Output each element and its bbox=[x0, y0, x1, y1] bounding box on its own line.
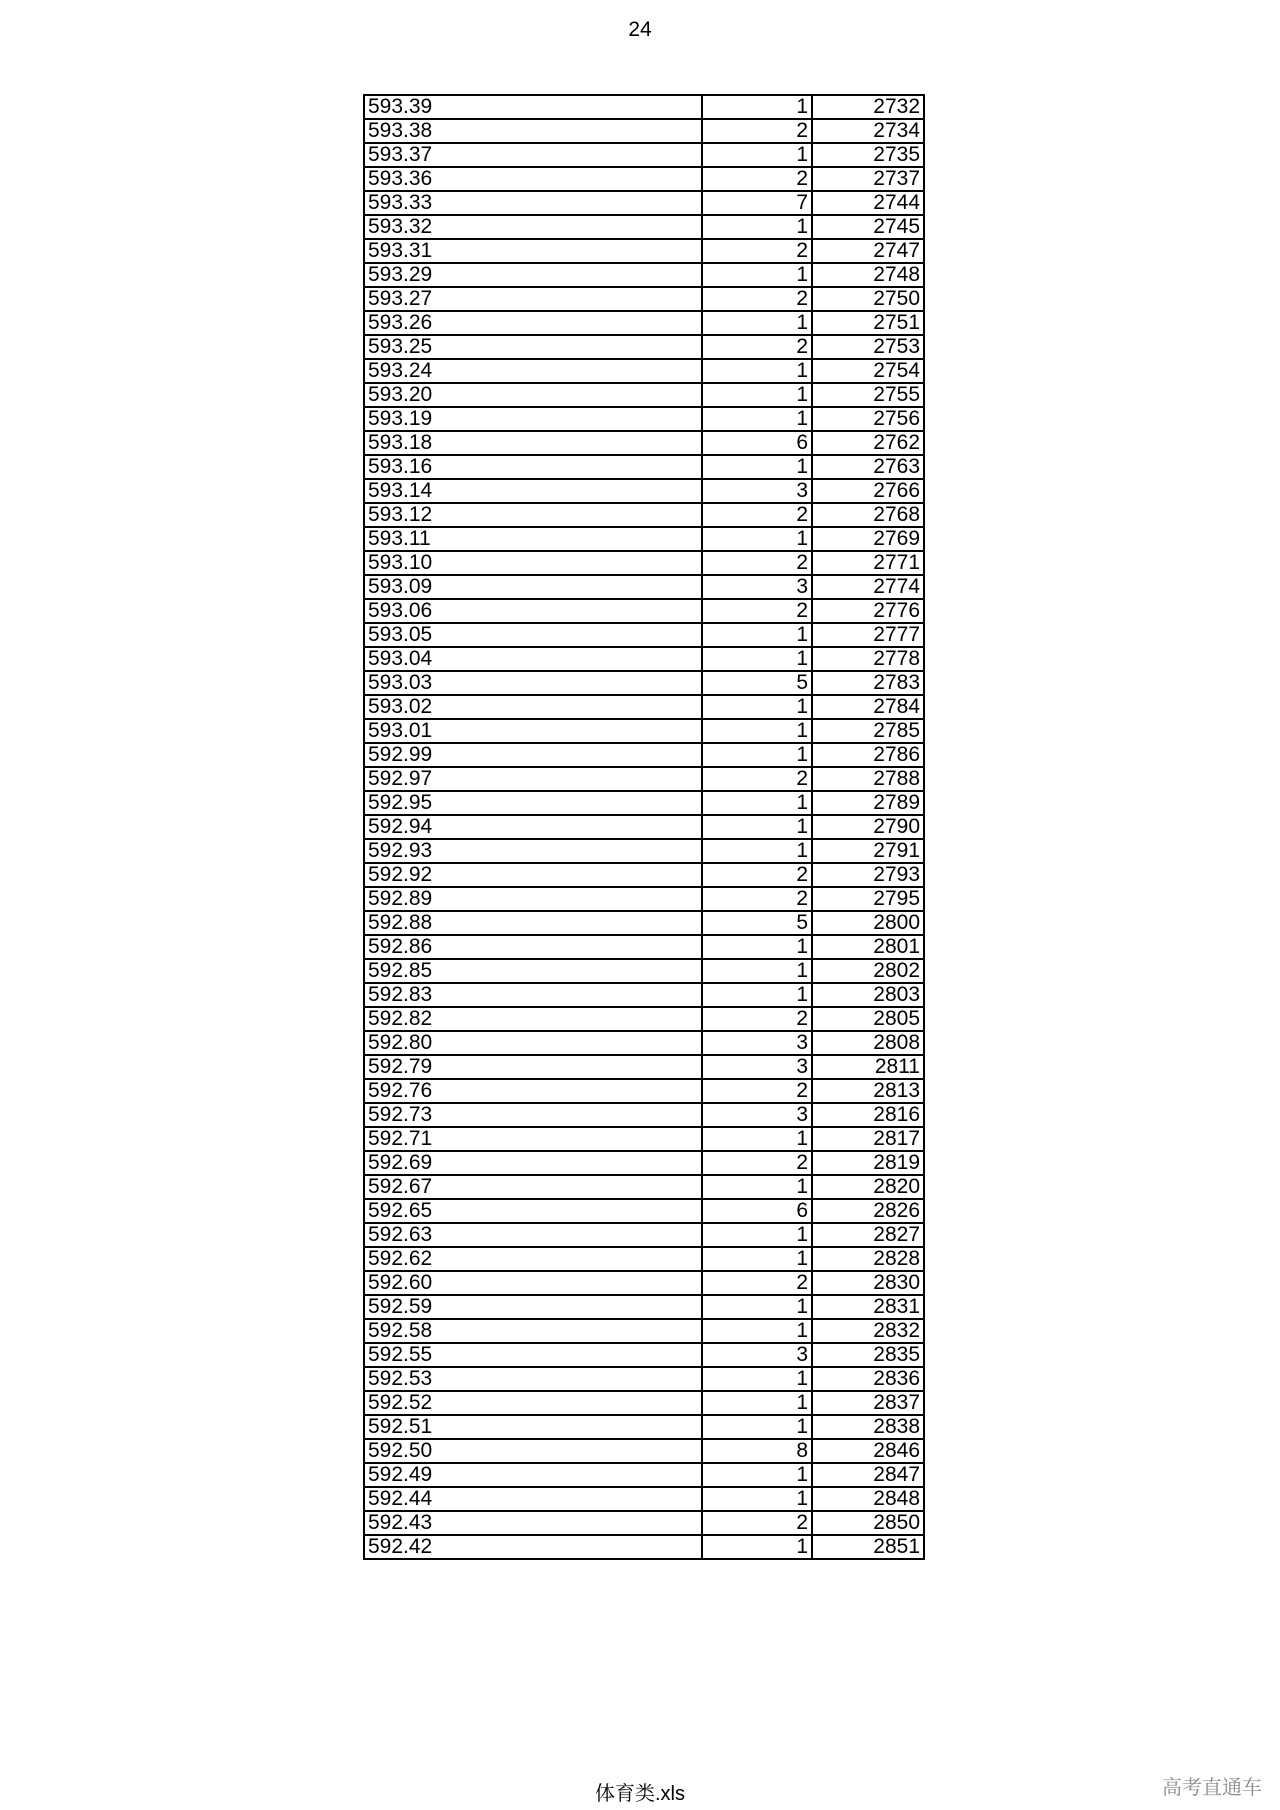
count-cell: 3 bbox=[702, 1055, 812, 1079]
score-cell: 592.43 bbox=[364, 1511, 702, 1535]
count-cell: 1 bbox=[702, 1223, 812, 1247]
count-cell: 1 bbox=[702, 143, 812, 167]
count-cell: 1 bbox=[702, 743, 812, 767]
score-cell: 592.55 bbox=[364, 1343, 702, 1367]
cumulative-cell: 2828 bbox=[812, 1247, 924, 1271]
cumulative-cell: 2835 bbox=[812, 1343, 924, 1367]
cumulative-cell: 2771 bbox=[812, 551, 924, 575]
table-row bbox=[364, 503, 924, 527]
table-row bbox=[364, 1487, 924, 1511]
table-row bbox=[364, 1463, 924, 1487]
table-row bbox=[364, 935, 924, 959]
score-cell: 592.52 bbox=[364, 1391, 702, 1415]
count-cell: 2 bbox=[702, 119, 812, 143]
score-cell: 593.12 bbox=[364, 503, 702, 527]
table-row bbox=[364, 383, 924, 407]
table-row bbox=[364, 1055, 924, 1079]
cumulative-cell: 2802 bbox=[812, 959, 924, 983]
table-row bbox=[364, 1511, 924, 1535]
score-cell: 593.20 bbox=[364, 383, 702, 407]
cumulative-cell: 2803 bbox=[812, 983, 924, 1007]
table-row bbox=[364, 551, 924, 575]
table-row bbox=[364, 671, 924, 695]
score-cell: 592.60 bbox=[364, 1271, 702, 1295]
score-cell: 592.79 bbox=[364, 1055, 702, 1079]
cumulative-cell: 2776 bbox=[812, 599, 924, 623]
cumulative-cell: 2805 bbox=[812, 1007, 924, 1031]
score-cell: 593.09 bbox=[364, 575, 702, 599]
cumulative-cell: 2851 bbox=[812, 1535, 924, 1559]
cumulative-cell: 2817 bbox=[812, 1127, 924, 1151]
score-cell: 593.24 bbox=[364, 359, 702, 383]
cumulative-cell: 2838 bbox=[812, 1415, 924, 1439]
cumulative-cell: 2819 bbox=[812, 1151, 924, 1175]
count-cell: 2 bbox=[702, 1079, 812, 1103]
score-cell: 592.88 bbox=[364, 911, 702, 935]
score-cell: 592.62 bbox=[364, 1247, 702, 1271]
cumulative-cell: 2784 bbox=[812, 695, 924, 719]
table-row bbox=[364, 359, 924, 383]
count-cell: 3 bbox=[702, 575, 812, 599]
score-cell: 593.36 bbox=[364, 167, 702, 191]
score-cell: 593.03 bbox=[364, 671, 702, 695]
count-cell: 1 bbox=[702, 815, 812, 839]
table-row bbox=[364, 335, 924, 359]
cumulative-cell: 2793 bbox=[812, 863, 924, 887]
table-row bbox=[364, 215, 924, 239]
count-cell: 2 bbox=[702, 239, 812, 263]
table-row bbox=[364, 575, 924, 599]
table-row bbox=[364, 815, 924, 839]
table-row bbox=[364, 1247, 924, 1271]
score-cell: 593.04 bbox=[364, 647, 702, 671]
table-row bbox=[364, 311, 924, 335]
table-row bbox=[364, 1535, 924, 1559]
table-row bbox=[364, 1103, 924, 1127]
score-cell: 592.44 bbox=[364, 1487, 702, 1511]
score-cell: 593.02 bbox=[364, 695, 702, 719]
count-cell: 1 bbox=[702, 359, 812, 383]
cumulative-cell: 2748 bbox=[812, 263, 924, 287]
score-cell: 592.83 bbox=[364, 983, 702, 1007]
cumulative-cell: 2732 bbox=[812, 95, 924, 119]
table-row bbox=[364, 287, 924, 311]
table-row bbox=[364, 1391, 924, 1415]
count-cell: 2 bbox=[702, 167, 812, 191]
cumulative-cell: 2762 bbox=[812, 431, 924, 455]
count-cell: 1 bbox=[702, 455, 812, 479]
count-cell: 1 bbox=[702, 935, 812, 959]
score-cell: 593.05 bbox=[364, 623, 702, 647]
score-cell: 593.16 bbox=[364, 455, 702, 479]
score-cell: 592.53 bbox=[364, 1367, 702, 1391]
count-cell: 1 bbox=[702, 407, 812, 431]
cumulative-cell: 2847 bbox=[812, 1463, 924, 1487]
score-cell: 592.86 bbox=[364, 935, 702, 959]
score-cell: 592.42 bbox=[364, 1535, 702, 1559]
cumulative-cell: 2811 bbox=[812, 1055, 924, 1079]
table-row bbox=[364, 983, 924, 1007]
count-cell: 1 bbox=[702, 719, 812, 743]
cumulative-cell: 2848 bbox=[812, 1487, 924, 1511]
count-cell: 1 bbox=[702, 623, 812, 647]
cumulative-cell: 2801 bbox=[812, 935, 924, 959]
score-cell: 592.51 bbox=[364, 1415, 702, 1439]
cumulative-cell: 2737 bbox=[812, 167, 924, 191]
score-cell: 592.76 bbox=[364, 1079, 702, 1103]
table-row bbox=[364, 647, 924, 671]
table-row bbox=[364, 863, 924, 887]
table-row bbox=[364, 407, 924, 431]
table-row bbox=[364, 743, 924, 767]
score-cell: 592.63 bbox=[364, 1223, 702, 1247]
score-cell: 593.19 bbox=[364, 407, 702, 431]
cumulative-cell: 2766 bbox=[812, 479, 924, 503]
cumulative-cell: 2850 bbox=[812, 1511, 924, 1535]
score-cell: 592.69 bbox=[364, 1151, 702, 1175]
score-cell: 592.94 bbox=[364, 815, 702, 839]
cumulative-cell: 2813 bbox=[812, 1079, 924, 1103]
cumulative-cell: 2745 bbox=[812, 215, 924, 239]
count-cell: 2 bbox=[702, 1271, 812, 1295]
table-row bbox=[364, 1199, 924, 1223]
table-row bbox=[364, 1031, 924, 1055]
count-cell: 8 bbox=[702, 1439, 812, 1463]
cumulative-cell: 2789 bbox=[812, 791, 924, 815]
table-row bbox=[364, 791, 924, 815]
cumulative-cell: 2783 bbox=[812, 671, 924, 695]
count-cell: 2 bbox=[702, 1511, 812, 1535]
cumulative-cell: 2816 bbox=[812, 1103, 924, 1127]
table-row bbox=[364, 263, 924, 287]
score-cell: 593.01 bbox=[364, 719, 702, 743]
table-row bbox=[364, 119, 924, 143]
count-cell: 5 bbox=[702, 911, 812, 935]
cumulative-cell: 2830 bbox=[812, 1271, 924, 1295]
count-cell: 1 bbox=[702, 695, 812, 719]
count-cell: 1 bbox=[702, 1367, 812, 1391]
page-number: 24 bbox=[628, 18, 652, 41]
count-cell: 1 bbox=[702, 1127, 812, 1151]
score-cell: 593.38 bbox=[364, 119, 702, 143]
count-cell: 2 bbox=[702, 335, 812, 359]
table-row bbox=[364, 887, 924, 911]
table-row bbox=[364, 1079, 924, 1103]
cumulative-cell: 2790 bbox=[812, 815, 924, 839]
cumulative-cell: 2827 bbox=[812, 1223, 924, 1247]
score-cell: 593.37 bbox=[364, 143, 702, 167]
score-cell: 593.39 bbox=[364, 95, 702, 119]
cumulative-cell: 2846 bbox=[812, 1439, 924, 1463]
table-row bbox=[364, 767, 924, 791]
count-cell: 1 bbox=[702, 983, 812, 1007]
score-table bbox=[363, 94, 925, 1560]
count-cell: 2 bbox=[702, 767, 812, 791]
count-cell: 2 bbox=[702, 863, 812, 887]
score-cell: 593.11 bbox=[364, 527, 702, 551]
count-cell: 1 bbox=[702, 959, 812, 983]
count-cell: 3 bbox=[702, 479, 812, 503]
table-row bbox=[364, 1367, 924, 1391]
cumulative-cell: 2832 bbox=[812, 1319, 924, 1343]
table-row bbox=[364, 1319, 924, 1343]
count-cell: 2 bbox=[702, 1007, 812, 1031]
score-cell: 593.27 bbox=[364, 287, 702, 311]
count-cell: 1 bbox=[702, 647, 812, 671]
score-cell: 593.25 bbox=[364, 335, 702, 359]
count-cell: 1 bbox=[702, 383, 812, 407]
count-cell: 2 bbox=[702, 287, 812, 311]
cumulative-cell: 2777 bbox=[812, 623, 924, 647]
table-row bbox=[364, 143, 924, 167]
table-row bbox=[364, 95, 924, 119]
table-row bbox=[364, 431, 924, 455]
count-cell: 1 bbox=[702, 527, 812, 551]
count-cell: 5 bbox=[702, 671, 812, 695]
count-cell: 3 bbox=[702, 1103, 812, 1127]
table-row bbox=[364, 911, 924, 935]
table-row bbox=[364, 695, 924, 719]
cumulative-cell: 2763 bbox=[812, 455, 924, 479]
count-cell: 1 bbox=[702, 311, 812, 335]
cumulative-cell: 2837 bbox=[812, 1391, 924, 1415]
count-cell: 1 bbox=[702, 1247, 812, 1271]
score-cell: 592.85 bbox=[364, 959, 702, 983]
table-row bbox=[364, 239, 924, 263]
table-row bbox=[364, 1127, 924, 1151]
table-row bbox=[364, 527, 924, 551]
table-row bbox=[364, 479, 924, 503]
count-cell: 1 bbox=[702, 839, 812, 863]
count-cell: 1 bbox=[702, 95, 812, 119]
cumulative-cell: 2753 bbox=[812, 335, 924, 359]
table-row bbox=[364, 167, 924, 191]
cumulative-cell: 2734 bbox=[812, 119, 924, 143]
score-cell: 593.31 bbox=[364, 239, 702, 263]
score-cell: 592.67 bbox=[364, 1175, 702, 1199]
count-cell: 1 bbox=[702, 263, 812, 287]
cumulative-cell: 2808 bbox=[812, 1031, 924, 1055]
score-cell: 593.32 bbox=[364, 215, 702, 239]
score-cell: 592.95 bbox=[364, 791, 702, 815]
count-cell: 1 bbox=[702, 1295, 812, 1319]
score-cell: 593.29 bbox=[364, 263, 702, 287]
cumulative-cell: 2774 bbox=[812, 575, 924, 599]
score-cell: 593.06 bbox=[364, 599, 702, 623]
cumulative-cell: 2754 bbox=[812, 359, 924, 383]
count-cell: 1 bbox=[702, 791, 812, 815]
count-cell: 2 bbox=[702, 1151, 812, 1175]
table-row bbox=[364, 455, 924, 479]
score-table-body bbox=[364, 95, 924, 1559]
score-cell: 592.50 bbox=[364, 1439, 702, 1463]
cumulative-cell: 2826 bbox=[812, 1199, 924, 1223]
cumulative-cell: 2751 bbox=[812, 311, 924, 335]
count-cell: 1 bbox=[702, 1391, 812, 1415]
cumulative-cell: 2768 bbox=[812, 503, 924, 527]
table-row bbox=[364, 959, 924, 983]
cumulative-cell: 2747 bbox=[812, 239, 924, 263]
count-cell: 2 bbox=[702, 503, 812, 527]
score-cell: 592.99 bbox=[364, 743, 702, 767]
cumulative-cell: 2788 bbox=[812, 767, 924, 791]
count-cell: 3 bbox=[702, 1031, 812, 1055]
count-cell: 1 bbox=[702, 1535, 812, 1559]
score-cell: 593.33 bbox=[364, 191, 702, 215]
cumulative-cell: 2836 bbox=[812, 1367, 924, 1391]
cumulative-cell: 2756 bbox=[812, 407, 924, 431]
count-cell: 2 bbox=[702, 887, 812, 911]
table-row bbox=[364, 1295, 924, 1319]
table-row bbox=[364, 719, 924, 743]
count-cell: 3 bbox=[702, 1343, 812, 1367]
table-row bbox=[364, 191, 924, 215]
table-row bbox=[364, 1343, 924, 1367]
score-cell: 593.10 bbox=[364, 551, 702, 575]
table-row bbox=[364, 839, 924, 863]
score-cell: 593.14 bbox=[364, 479, 702, 503]
cumulative-cell: 2735 bbox=[812, 143, 924, 167]
score-cell: 592.65 bbox=[364, 1199, 702, 1223]
score-cell: 592.97 bbox=[364, 767, 702, 791]
score-cell: 592.49 bbox=[364, 1463, 702, 1487]
table-row bbox=[364, 1151, 924, 1175]
cumulative-cell: 2791 bbox=[812, 839, 924, 863]
score-cell: 592.80 bbox=[364, 1031, 702, 1055]
score-cell: 592.89 bbox=[364, 887, 702, 911]
cumulative-cell: 2786 bbox=[812, 743, 924, 767]
score-cell: 592.58 bbox=[364, 1319, 702, 1343]
table-row bbox=[364, 1271, 924, 1295]
count-cell: 7 bbox=[702, 191, 812, 215]
score-cell: 592.59 bbox=[364, 1295, 702, 1319]
cumulative-cell: 2785 bbox=[812, 719, 924, 743]
score-cell: 592.71 bbox=[364, 1127, 702, 1151]
count-cell: 1 bbox=[702, 215, 812, 239]
cumulative-cell: 2755 bbox=[812, 383, 924, 407]
count-cell: 2 bbox=[702, 599, 812, 623]
cumulative-cell: 2769 bbox=[812, 527, 924, 551]
table-row bbox=[364, 1175, 924, 1199]
count-cell: 1 bbox=[702, 1487, 812, 1511]
cumulative-cell: 2795 bbox=[812, 887, 924, 911]
table-row bbox=[364, 1223, 924, 1247]
count-cell: 1 bbox=[702, 1463, 812, 1487]
count-cell: 1 bbox=[702, 1175, 812, 1199]
count-cell: 6 bbox=[702, 431, 812, 455]
score-cell: 593.18 bbox=[364, 431, 702, 455]
cumulative-cell: 2831 bbox=[812, 1295, 924, 1319]
count-cell: 6 bbox=[702, 1199, 812, 1223]
score-cell: 592.93 bbox=[364, 839, 702, 863]
table-row bbox=[364, 599, 924, 623]
footer-filename: 体育类.xls bbox=[595, 1783, 685, 1805]
score-cell: 592.92 bbox=[364, 863, 702, 887]
table-row bbox=[364, 1415, 924, 1439]
cumulative-cell: 2778 bbox=[812, 647, 924, 671]
cumulative-cell: 2800 bbox=[812, 911, 924, 935]
table-row bbox=[364, 623, 924, 647]
cumulative-cell: 2744 bbox=[812, 191, 924, 215]
count-cell: 2 bbox=[702, 551, 812, 575]
count-cell: 1 bbox=[702, 1319, 812, 1343]
table-row bbox=[364, 1439, 924, 1463]
watermark-text: 高考直通车 bbox=[1162, 1777, 1262, 1799]
count-cell: 1 bbox=[702, 1415, 812, 1439]
score-cell: 593.26 bbox=[364, 311, 702, 335]
cumulative-cell: 2820 bbox=[812, 1175, 924, 1199]
score-cell: 592.73 bbox=[364, 1103, 702, 1127]
cumulative-cell: 2750 bbox=[812, 287, 924, 311]
score-cell: 592.82 bbox=[364, 1007, 702, 1031]
table-row bbox=[364, 1007, 924, 1031]
